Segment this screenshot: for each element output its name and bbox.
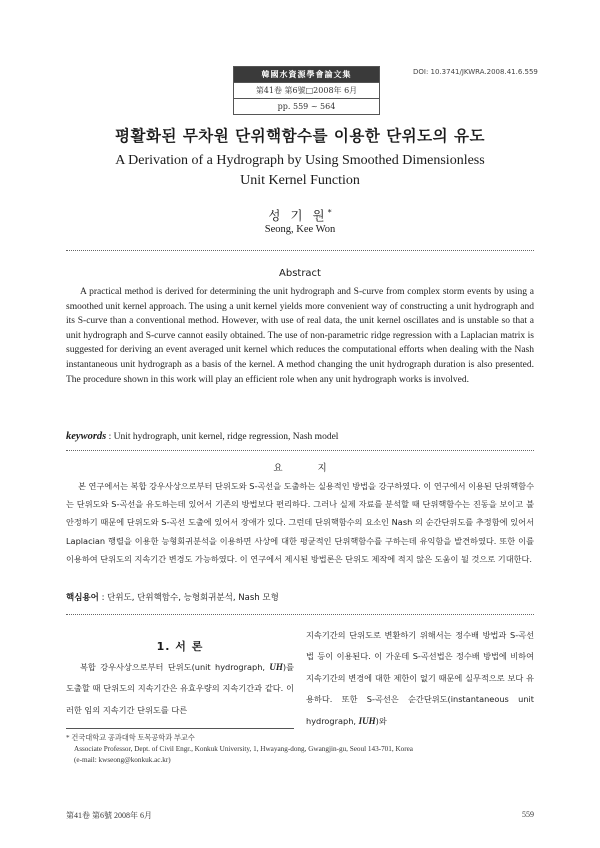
divider-top [66, 250, 534, 251]
author-korean [0, 206, 600, 224]
col-right-text-a: 지속기간의 단위도로 변환하기 위해서는 정수배 방법과 S-곡선법 등이 이용된다. 이 가운데 S-곡선법은 정수배 방법에 비하여 지속기간의 변경에 대한 제한이 없기 때문에 실무적으로 보다 유용하다. 또한 S-곡선은 순간단위도(instantaneous unit hydrograph, [306, 630, 534, 726]
author-english: Seong, Kee Won [264, 224, 336, 235]
keywords-line [66, 431, 534, 442]
title-english [0, 151, 600, 191]
body-column-left [66, 657, 294, 721]
col-left-uh: UH [269, 662, 283, 672]
footnote-email: (e-mail: kwseong@konkuk.ac.kr) [74, 756, 171, 764]
title-english-line1: A Derivation of a Hydrograph by Using Smoothed Dimensionless [115, 153, 485, 168]
col-left-text-b: )를 도출할 때 단위도의 지속기간은 유효우량의 지속기간과 같다. 이러한 임의 지속기간 단위도를 다른 [66, 662, 294, 715]
abstract-heading: Abstract [279, 268, 321, 279]
col-right-text-b: )와 [375, 715, 387, 726]
abstract-body: A practical method is derived for determining the unit hydrograph and S-curve from complex storm events by using a smoothed unit kernel approach. The using a unit kernel yields more convenient way of constructing a unit hydrograph and its S-curve than a conventional method. However, with use of real data, the unit kernel oscillates and is unstable so that a unit hydrograph and S-curve cannot easily obtained. The use of non-parametric ridge regression with a Laplacian matrix is suggested for deriving an event averaged unit kernel which reduces the computational efforts when dealing with the Nash instantaneous unit hydrograph as a basis of the kernel. A method changing the unit hydrograph duration is also presented. The procedure shown in this work will play an efficient role when any unit hydrograph works is involved. [66, 287, 534, 385]
footnote-affiliation-kr: * 건국대학교 공과대학 토목공학과 부교수 [66, 734, 195, 742]
divider-bottom [66, 614, 534, 615]
footnote [66, 733, 534, 766]
doi-text: DOI: 10.3741/JKWRA.2008.41.6.559 [413, 68, 538, 76]
title-english-line2: Unit Kernel Function [240, 173, 360, 188]
journal-name: 韓國水資源學會論文集 [234, 67, 379, 82]
korean-keywords-label: 핵심용어 [66, 593, 99, 603]
author-korean-name: 성 기 원 [268, 208, 328, 223]
korean-keywords-line [66, 591, 534, 603]
footer-page-number: 559 [522, 810, 534, 819]
keywords-label: keywords [66, 431, 107, 442]
title-korean: 평활화된 무차원 단위핵함수를 이용한 단위도의 유도 [115, 127, 485, 145]
footnote-affiliation-en: Associate Professor, Dept. of Civil Engr., Konkuk University, 1, Hwayang-dong, Gwangjin-gu, Seoul 143-701, Korea [74, 745, 414, 753]
journal-pages: pp. 559 ~ 564 [234, 98, 379, 114]
divider-middle [66, 450, 534, 451]
col-left-text-a: 복합 강우사상으로부터 단위도(unit hydrograph, [80, 662, 270, 672]
keywords-text: : Unit hydrograph, unit kernel, ridge regression, Nash model [108, 432, 339, 442]
col-right-iuh: IUH [358, 715, 376, 726]
journal-volume-issue: 第41卷 第6號□2008年 6月 [234, 82, 379, 98]
journal-header-box [233, 66, 380, 115]
author-footnote-mark: * [327, 207, 332, 217]
korean-abstract-heading: 요 지 [273, 463, 343, 474]
footer-journal-issue: 第41卷 第6號 2008年 6月 [66, 811, 152, 820]
footnote-divider [66, 728, 294, 729]
section-title: 1. 서 론 [156, 640, 204, 653]
korean-abstract-body: 본 연구에서는 복합 강우사상으로부터 단위도와 S-곡선을 도출하는 실용적인 방법을 강구하였다. 이 연구에서 이용된 단위핵함수는 단위도와 S-곡선을 유도하는데 있어서 기존의 방법보다 편리하다. 그러나 실제 자료를 분석할 때 단위핵함수는 진동을 보이고 불안정하기 때문에 단위도와 S-곡선 도출에 있어서 장애가 있다. 그런데 단위핵함수의 요소인 Nash 의 순간단위도를 추정함에 있어서 Laplacian 행렬을 이용한 능형회귀분석을 이용하면 사상에 대한 평균적인 단위핵함수를 구하는데 유익함을 발견하였다. 또한 이를 이용하여 단위도의 지속기간 변경도 가능하였다. 이 연구에서 제시된 방법론은 단위도 제작에 적지 않은 도움이 될 것으로 기대한다. [66, 481, 534, 564]
body-column-right [306, 625, 534, 732]
korean-keywords-text: : 단위도, 단위핵함수, 능형회귀분석, Nash 모형 [101, 593, 279, 603]
